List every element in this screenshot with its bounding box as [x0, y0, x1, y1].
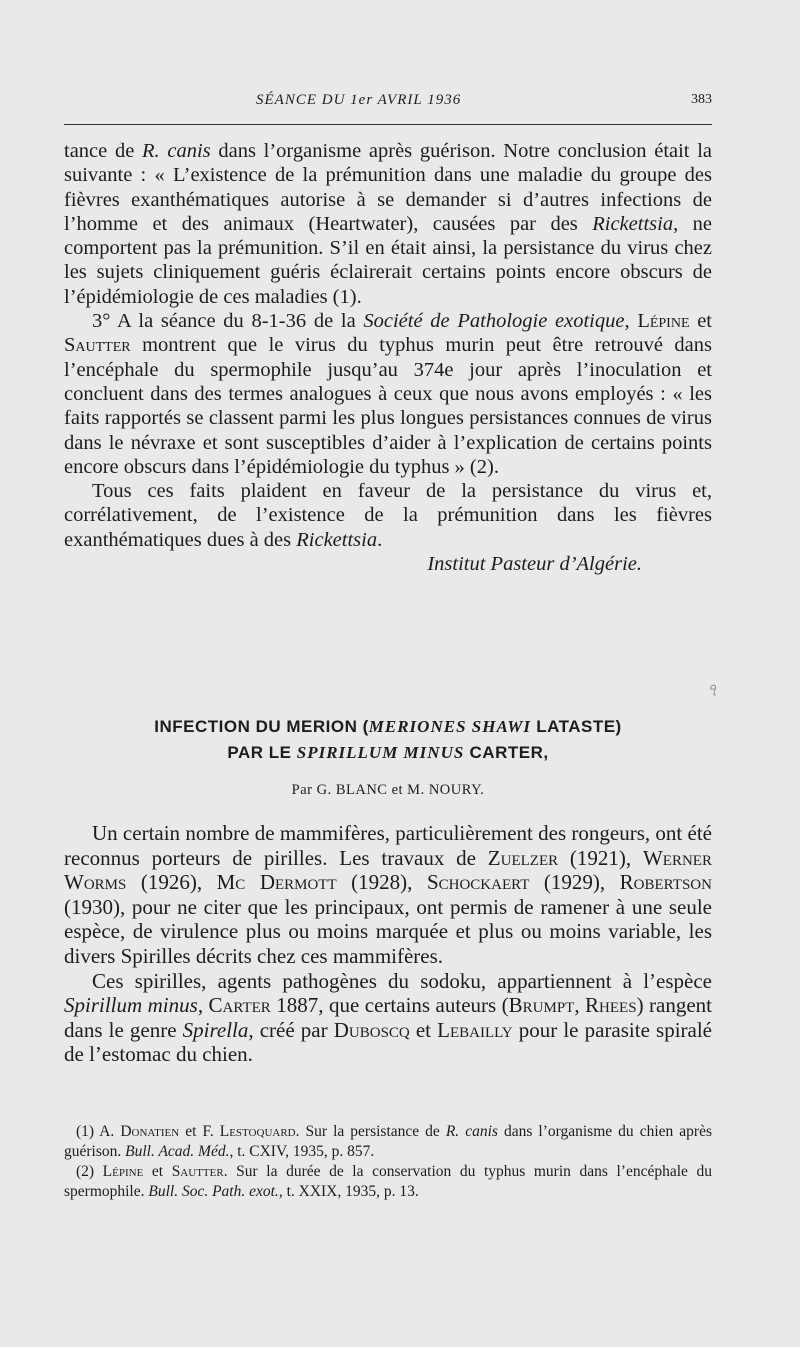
article-title: INFECTION DU MERION (MERIONES SHAWI LATASTE) PAR LE SPIRILLUM MINUS CARTER,: [154, 717, 622, 762]
paragraph: tance de R. canis dans l’organisme après guérison. Notre conclusion était la suivante : « L’existence de la prémunition dans une maladie du groupe des fièvres exanthématiques autorise à se demander si d’autres infections de l’homme et des animaux (Heartwater), causées par des Rickettsia, ne comportent pas la prémunition. S’il en était ainsi, la persistance du virus chez les sujets cliniquement guéris éclairerait certains points encore obscurs de l’épidémiologie de ces maladies (1).: [64, 140, 713, 308]
page-number: 383: [691, 92, 712, 107]
paragraph: Ces spirilles, agents pathogènes du sodoku, appartiennent à l’espèce Spirillum minus, Carter 1887, que certains auteurs (Brumpt, Rhees) rangent dans le genre Spirella, créé par Duboscq et Lebailly pour le parasite spiralé de l’estomac du chien.: [64, 968, 713, 1067]
header-rule: [64, 124, 712, 125]
page-header: [64, 92, 712, 116]
article-heading: [64, 714, 712, 799]
institution-signature: Institut Pasteur d’Algérie.: [427, 553, 642, 576]
footnote-1: (1) A. Donatien et F. Lestoquard. Sur la persistance de R. canis dans l’organisme du chien après guérison. Bull. Acad. Méd., t. CXIV, 1935, p. 857.: [64, 1123, 712, 1160]
article-byline: Par G. BLANC et M. NOURY.: [291, 782, 485, 798]
continued-article: [64, 139, 712, 576]
running-title: SÉANCE DU 1er AVRIL 1936: [256, 92, 462, 108]
footnotes: [64, 1122, 712, 1202]
margin-mark: ৭: [706, 680, 718, 700]
paragraph: Un certain nombre de mammifères, particulièrement des rongeurs, ont été reconnus porteurs de pirilles. Les travaux de Zuelzer (1921), Werner Worms (1926), Mc Dermott (1928), Schockaert (1929), Robertson (1930), pour ne citer que les principaux, ont permis de ramener à une seule espèce, de virulence plus ou moins marquée et plus ou moins variable, les divers Spirilles décrits chez ces mammifères.: [64, 821, 712, 968]
paragraph: 3° A la séance du 8-1-36 de la Société de Pathologie exotique, Lépine et Sautter montrent que le virus du typhus murin peut être retrouvé dans l’encéphale du spermophile jusqu’au 374e jour après l’inoculation et concluent dans des termes analogues à ceux que nous avons employés : « les faits rapportés se classent parmi les plus longues persistances connues de virus dans le névraxe et sont susceptibles d’aider à l’explication de certains points encore obscurs dans l’épidémiologie du typhus » (2).: [64, 310, 713, 478]
paragraph: Tous ces faits plaident en faveur de la persistance du virus et, corrélativement, de l’existence de la prémunition dans les fièvres exanthématiques dues à des Rickettsia.: [64, 480, 712, 551]
footnote-2: (2) Lépine et Sautter. Sur la durée de la conservation du typhus murin dans l’encéphale du spermophile. Bull. Soc. Path. exot., t. XXIX, 1935, p. 13.: [64, 1163, 713, 1200]
article-body: [64, 821, 712, 1067]
